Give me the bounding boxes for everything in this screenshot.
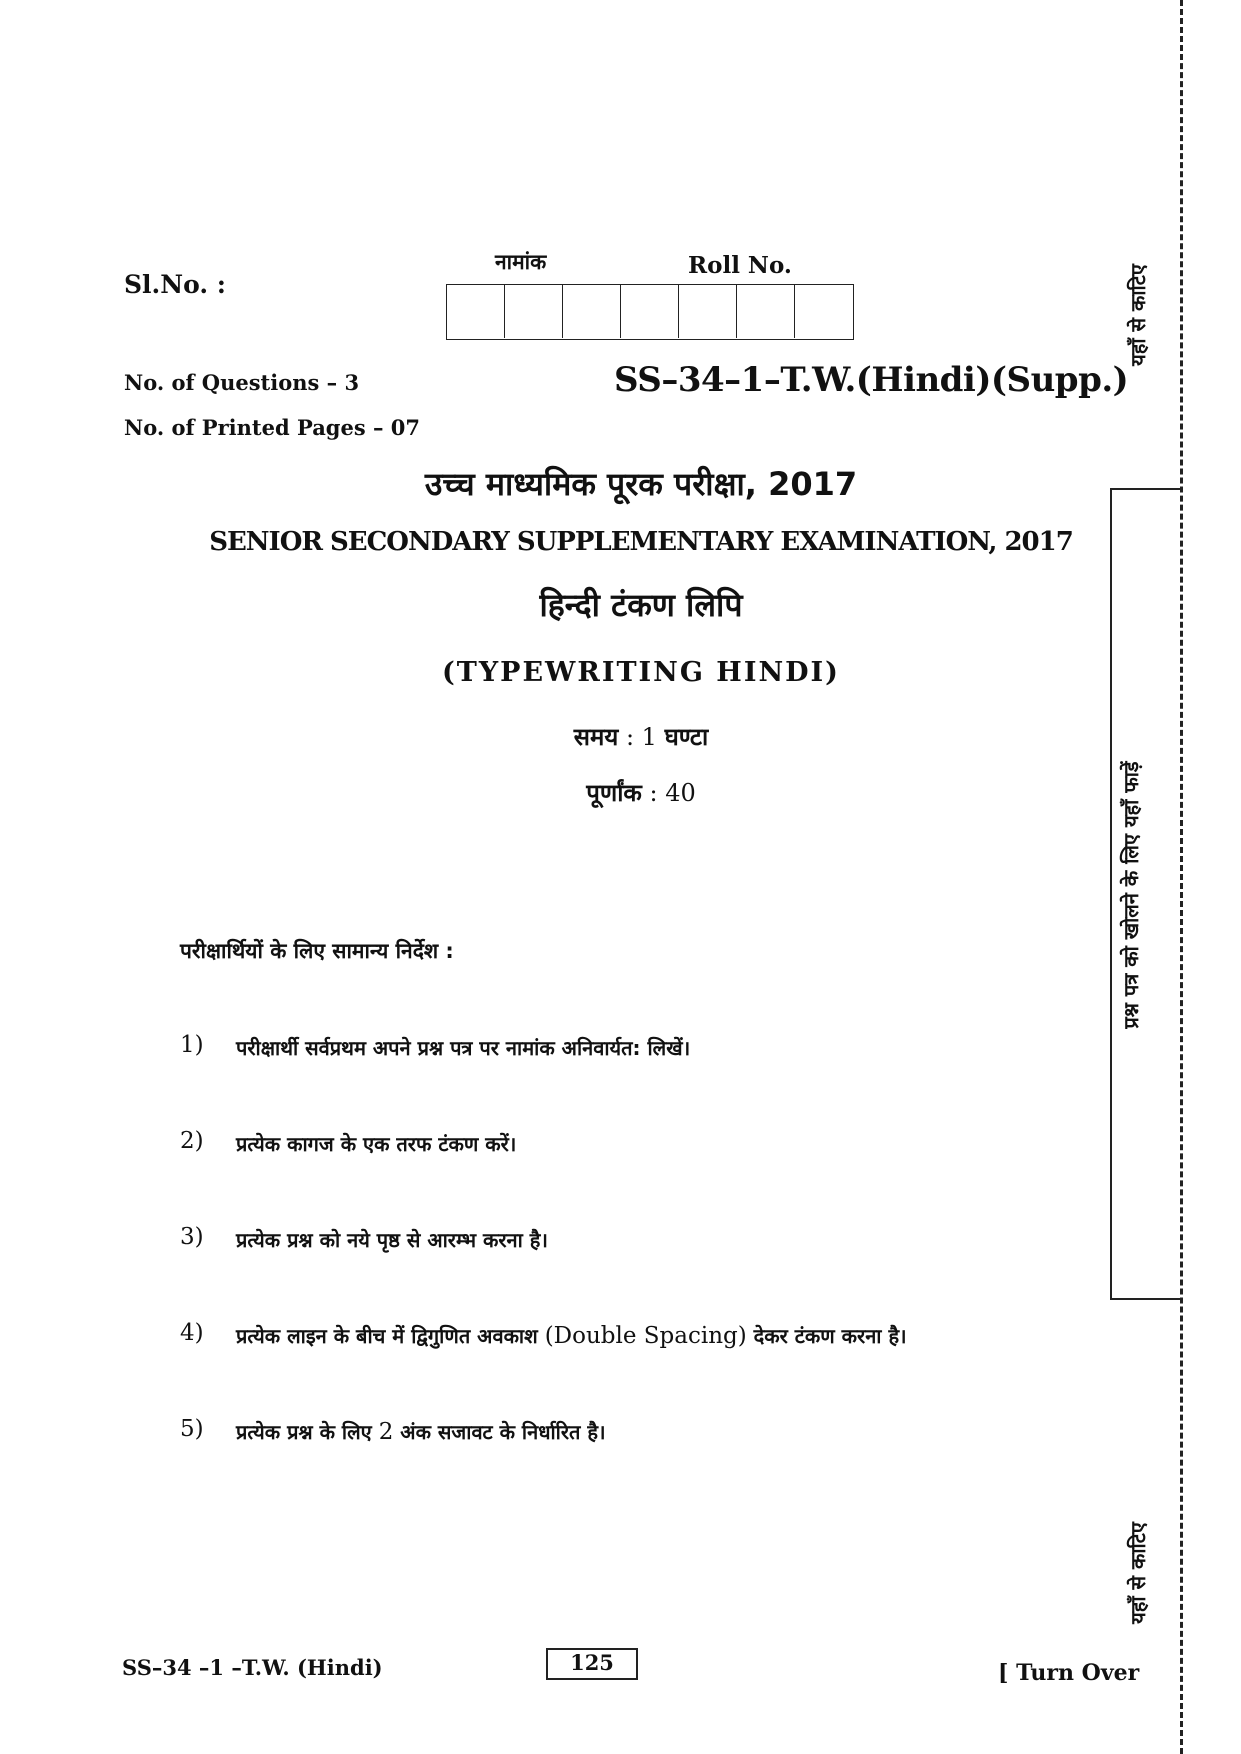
roll-label-english: Roll No. bbox=[688, 252, 792, 279]
roll-digit-box[interactable] bbox=[679, 285, 737, 338]
instruction-item bbox=[180, 1032, 690, 1061]
roll-digit-box[interactable] bbox=[737, 285, 795, 338]
paper-code: SS–34–1–T.W.(Hindi)(Supp.) bbox=[614, 360, 1129, 400]
time-label: समय bbox=[573, 723, 619, 751]
instruction-item bbox=[180, 1416, 606, 1445]
roll-number-boxes bbox=[446, 284, 854, 340]
roll-digit-box[interactable] bbox=[621, 285, 679, 338]
instruction-text bbox=[236, 1416, 606, 1445]
instruction-item bbox=[180, 1320, 907, 1349]
maximum-marks bbox=[0, 776, 1241, 809]
serial-number-label: Sl.No. : bbox=[124, 270, 226, 299]
instruction-text-part: प्रत्येक प्रश्न के लिए bbox=[236, 1420, 372, 1444]
roll-digit-box[interactable] bbox=[505, 285, 563, 338]
instruction-text-latin: (Double Spacing) bbox=[544, 1323, 747, 1349]
instruction-text-latin: 2 bbox=[378, 1419, 394, 1445]
roll-digit-box[interactable] bbox=[795, 285, 853, 338]
instruction-text: परीक्षार्थी सर्वप्रथम अपने प्रश्न पत्र पर नामांक अनिवार्यत: लिखें। bbox=[236, 1036, 691, 1060]
time-allowed bbox=[0, 720, 1241, 753]
instruction-number: 3) bbox=[180, 1224, 204, 1250]
instructions-heading: परीक्षार्थियों के लिए सामान्य निर्देश : bbox=[180, 939, 454, 963]
instruction-text: प्रत्येक कागज के एक तरफ टंकण करें। bbox=[236, 1132, 517, 1156]
tear-here-text: प्रश्न पत्र को खोलने के लिए यहाँ फाड़ें bbox=[1119, 761, 1143, 1029]
roll-digit-box[interactable] bbox=[563, 285, 621, 338]
subject-title-hindi: हिन्दी टंकण लिपि bbox=[539, 586, 743, 624]
number-of-pages: No. of Printed Pages – 07 bbox=[124, 415, 421, 440]
footer-paper-code: SS–34 –1 –T.W. (Hindi) bbox=[122, 1655, 383, 1680]
cut-here-bottom-text: यहाँ से काटिए bbox=[1126, 1522, 1150, 1624]
time-unit: घण्टा bbox=[664, 723, 709, 751]
exam-title-english: SENIOR SECONDARY SUPPLEMENTARY EXAMINATION, 2017 bbox=[209, 527, 1073, 557]
roll-digit-box[interactable] bbox=[447, 285, 505, 338]
roll-label-hindi: नामांक bbox=[495, 250, 547, 274]
marks-label: पूर्णांक bbox=[586, 779, 642, 807]
instruction-text-part: अंक सजावट के निर्धारित है। bbox=[400, 1420, 606, 1444]
instruction-text-part: देकर टंकण करना है। bbox=[753, 1324, 907, 1348]
marks-value: : 40 bbox=[649, 779, 696, 807]
cut-here-top-text: यहाँ से काटिए bbox=[1126, 264, 1150, 366]
subject-title-english: (TYPEWRITING HINDI) bbox=[442, 657, 840, 688]
instruction-text-part: प्रत्येक लाइन के बीच में द्विगुणित अवकाश bbox=[236, 1324, 538, 1348]
instruction-number: 5) bbox=[180, 1416, 204, 1442]
instruction-number: 4) bbox=[180, 1320, 204, 1346]
instruction-number: 1) bbox=[180, 1032, 204, 1058]
instruction-number: 2) bbox=[180, 1128, 204, 1154]
page-number: 125 bbox=[546, 1648, 638, 1680]
exam-title-hindi: उच्च माध्यमिक पूरक परीक्षा, 2017 bbox=[424, 465, 858, 503]
instruction-item bbox=[180, 1128, 516, 1157]
instruction-text: प्रत्येक प्रश्न को नये पृष्ठ से आरम्भ करना है। bbox=[236, 1228, 548, 1252]
turn-over-label: [ Turn Over bbox=[998, 1660, 1140, 1686]
instruction-item bbox=[180, 1224, 548, 1253]
number-of-questions: No. of Questions – 3 bbox=[124, 370, 360, 395]
instruction-text bbox=[236, 1320, 907, 1349]
time-value: : 1 bbox=[625, 723, 657, 751]
